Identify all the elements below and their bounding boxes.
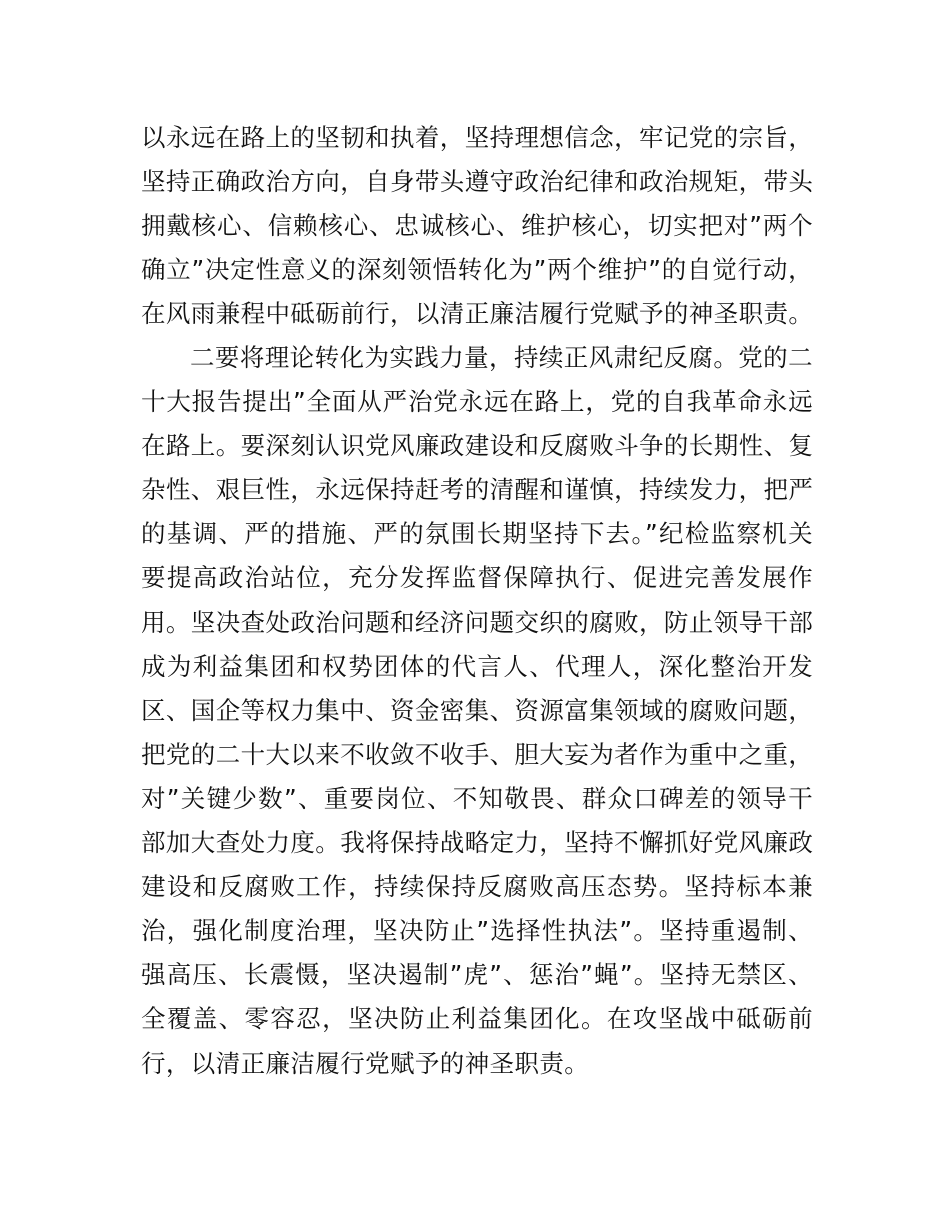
- paragraph-line: 在风雨兼程中砥砺前行，以清正廉洁履行党赋予的神圣职责。: [141, 299, 814, 329]
- paragraph-line: 杂性、艰巨性，永远保持赶考的清醒和谨慎，持续发力，把严: [141, 475, 814, 505]
- paragraph-line: 治，强化制度治理，坚决防止”选择性执法”。坚持重遏制、: [141, 916, 813, 946]
- paragraph-line: 的基调、严的措施、严的氛围长期坚持下去。”纪检监察机关: [141, 519, 813, 549]
- paragraph-line: 以永远在路上的坚韧和执着，坚持理想信念，牢记党的宗旨，: [141, 123, 814, 152]
- paragraph-line: 十大报告提出”全面从严治党永远在路上，党的自我革命永远: [141, 387, 813, 417]
- paragraph-line: 部加大查处力度。我将保持战略定力，坚持不懈抓好党风廉政: [141, 828, 814, 858]
- paragraph-line: 区、国企等权力集中、资金密集、资源富集领域的腐败问题，: [141, 695, 814, 725]
- paragraph-line: 强高压、长震慑，坚决遏制”虎”、惩治”蝇”。坚持无禁区、: [141, 960, 813, 990]
- paragraph-line: 二要将理论转化为实践力量，持续正风肃纪反腐。党的二: [190, 343, 813, 372]
- paragraph-line: 对”关键少数”、重要岗位、不知敬畏、群众口碑差的领导干: [141, 783, 813, 813]
- paragraph-line: 建设和反腐败工作，持续保持反腐败高压态势。坚持标本兼: [141, 872, 813, 902]
- paragraph-line: 在路上。要深刻认识党风廉政建设和反腐败斗争的长期性、复: [141, 431, 814, 461]
- paragraph-line: 全覆盖、零容忍，坚决防止利益集团化。在攻坚战中砥砺前: [141, 1004, 813, 1034]
- paragraph-line: 要提高政治站位，充分发挥监督保障执行、促进完善发展作: [141, 563, 813, 593]
- paragraph-line: 用。坚决查处政治问题和经济问题交织的腐败，防止领导干部: [141, 607, 814, 637]
- paragraph-2: [141, 336, 813, 1086]
- paragraph-line: 行，以清正廉洁履行党赋予的神圣职责。: [141, 1048, 590, 1078]
- paragraph-line: 坚持正确政治方向，自身带头遵守政治纪律和政治规矩，带头: [141, 167, 814, 197]
- paragraph-line: 拥戴核心、信赖核心、忠诚核心、维护核心，切实把对”两个: [141, 211, 813, 241]
- paragraph-line: 成为利益集团和权势团体的代言人、代理人，深化整治开发: [141, 651, 813, 681]
- paragraph-line: 确立”决定性意义的深刻领悟转化为”两个维护”的自觉行动，: [141, 255, 813, 285]
- paragraph-line: 把党的二十大以来不收敛不收手、胆大妄为者作为重中之重，: [141, 739, 814, 769]
- paragraph-1: [141, 116, 813, 336]
